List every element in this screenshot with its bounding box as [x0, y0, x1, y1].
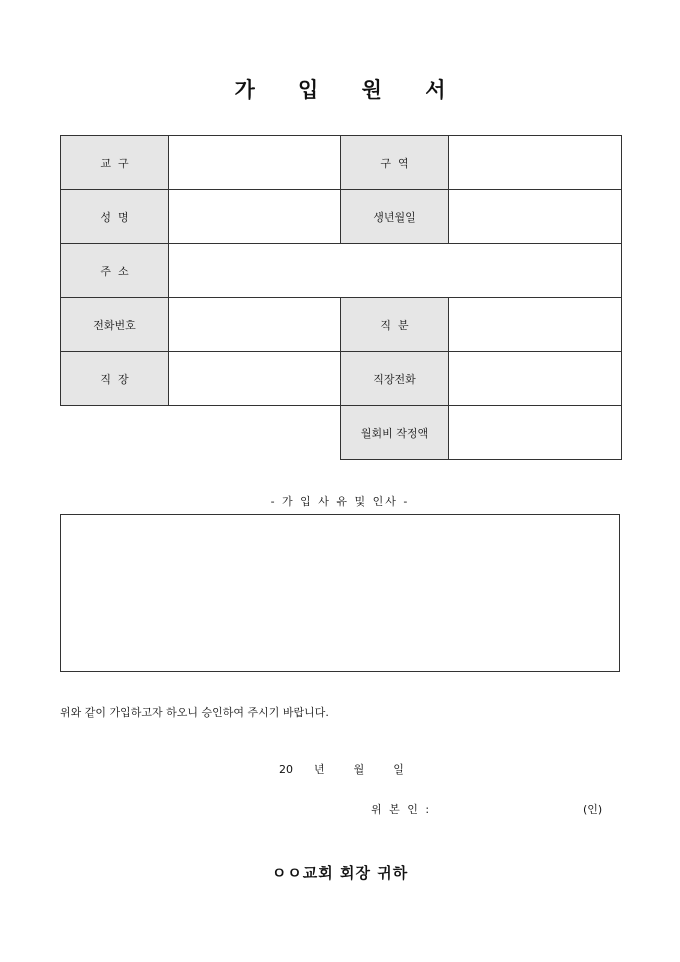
statement-text: 위와 같이 가입하고자 하오니 승인하여 주시기 바랍니다. — [60, 706, 329, 719]
application-form-table — [60, 135, 622, 460]
district-label: 구 역 — [341, 136, 449, 190]
phone-label: 전화번호 — [61, 298, 169, 352]
birthdate-label: 생년월일 — [341, 190, 449, 244]
document-title: 가 입 원 서 — [234, 77, 464, 102]
name-value[interactable] — [169, 190, 341, 244]
address-value[interactable] — [169, 244, 622, 298]
date-line — [279, 761, 404, 777]
reason-section-title: - 가 입 사 유 및 인사 - — [270, 495, 410, 508]
monthly-fee-label: 월회비 작정액 — [341, 406, 449, 460]
date-year-prefix: 20 — [279, 763, 293, 776]
reason-text-box[interactable] — [60, 514, 620, 672]
date-month-unit: 월 — [353, 763, 365, 776]
form-row-name — [61, 190, 622, 244]
signer-label: 위 본 인 : — [371, 803, 432, 816]
date-day-unit: 일 — [393, 763, 404, 776]
workplace-label: 직 장 — [61, 352, 169, 406]
parish-value[interactable] — [169, 136, 341, 190]
form-row-workplace — [61, 352, 622, 406]
phone-value[interactable] — [169, 298, 341, 352]
district-value[interactable] — [449, 136, 622, 190]
address-label: 주 소 — [61, 244, 169, 298]
birthdate-value[interactable] — [449, 190, 622, 244]
name-label: 성 명 — [61, 190, 169, 244]
position-value[interactable] — [449, 298, 622, 352]
work-phone-label: 직장전화 — [341, 352, 449, 406]
workplace-value[interactable] — [169, 352, 341, 406]
form-row-phone — [61, 298, 622, 352]
form-row-parish — [61, 136, 622, 190]
monthly-fee-value[interactable] — [449, 406, 622, 460]
recipient-line: ㅇㅇ교회 회장 귀하 — [271, 864, 409, 882]
work-phone-value[interactable] — [449, 352, 622, 406]
date-year-unit: 년 — [314, 763, 325, 776]
parish-label: 교 구 — [61, 136, 169, 190]
form-row-monthly-fee — [61, 406, 622, 460]
seal-label: (인) — [583, 803, 603, 816]
empty-cell — [61, 406, 341, 460]
position-label: 직 분 — [341, 298, 449, 352]
form-row-address — [61, 244, 622, 298]
